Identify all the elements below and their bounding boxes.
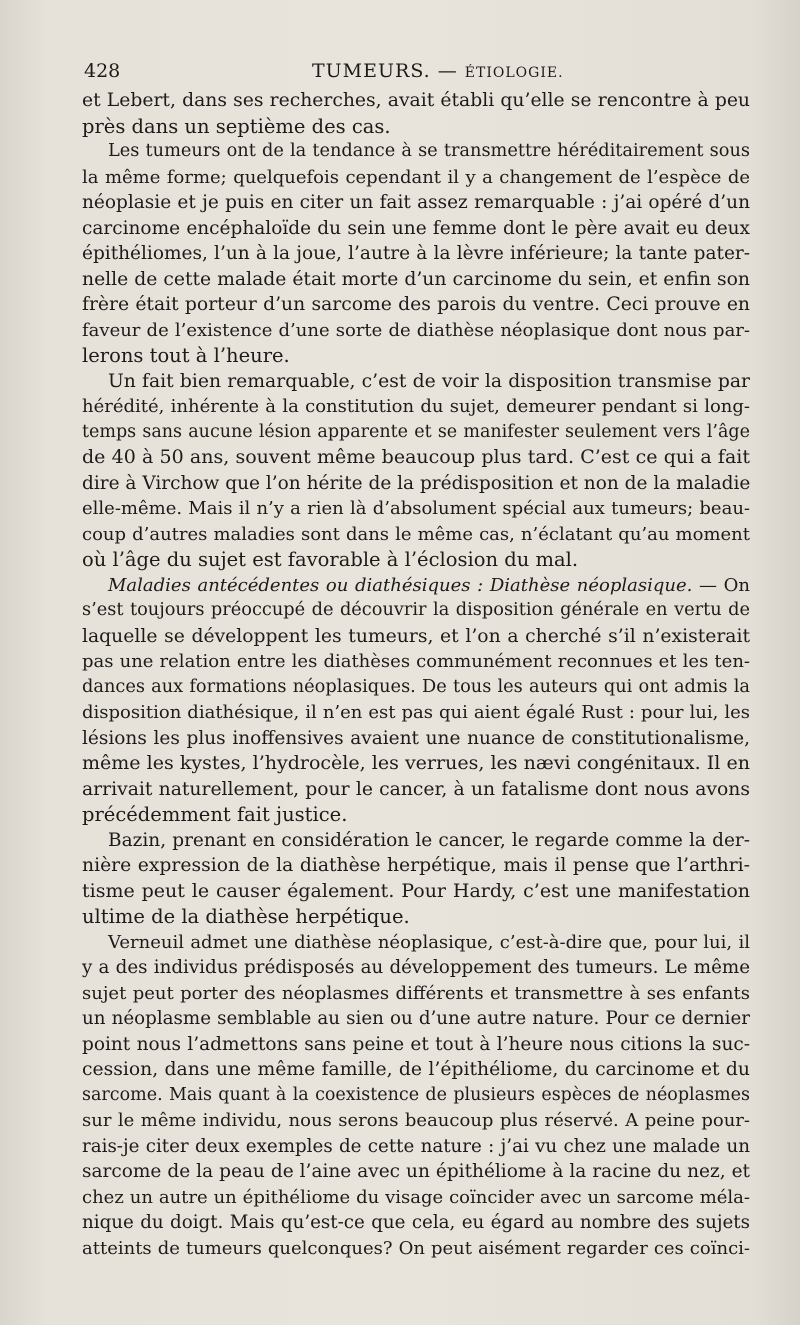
text-line: précédemment fait justice.: [82, 803, 348, 826]
text-line: même les kystes, l’hydrocèle, les verrues, les nævi congénitaux. Il en: [82, 752, 750, 774]
text-line: point nous l’admettons sans peine et tout à l’heure nous citions la suc-: [82, 1033, 750, 1055]
text-line: s’est toujours préoccupé de découvrir la disposition générale en vertu de: [82, 600, 750, 620]
text-line: ultime de la diathèse herpétique.: [82, 905, 410, 928]
text-line: nique du doigt. Mais qu’est-ce que cela, eu égard au nombre des sujets: [82, 1212, 750, 1233]
text-line: où l’âge du sujet est favorable à l’éclosion du mal.: [82, 548, 579, 571]
text-line: Les tumeurs ont de la tendance à se transmettre héréditairement sous: [108, 141, 750, 161]
running-title-section: ÉTIOLOGIE.: [464, 65, 564, 81]
page-number: 428: [84, 60, 121, 82]
text-line: rais-je citer deux exemples de cette nature : j’ai vu chez une malade un: [82, 1135, 750, 1157]
text-line: y a des individus prédisposés au développement des tumeurs. Le même: [82, 957, 750, 978]
text-line: Bazin, prenant en considération le cancer, le regarde comme la der-: [108, 829, 750, 851]
running-title: [312, 56, 564, 88]
text-line: hérédité, inhérente à la constitution du sujet, demeurer pendant si long-: [82, 396, 750, 417]
text-line: dances aux formations néoplasiques. De tous les auteurs qui ont admis la: [82, 676, 750, 697]
text-line: sujet peut porter des néoplasmes différents et transmettre à ses enfants: [82, 982, 750, 1004]
text-line: frère était porteur d’un sarcome des parois du ventre. Ceci prouve en: [82, 294, 750, 315]
text-line: [82, 573, 750, 599]
text-line: carcinome encéphaloïde du sein une femme dont le père avait eu deux: [82, 217, 750, 239]
text-line: et Lebert, dans ses recherches, avait établi qu’elle se rencontre à peu: [82, 90, 750, 111]
text-line: tisme peut le causer également. Pour Hardy, c’est une manifestation: [82, 879, 750, 902]
text-line: chez un autre un épithéliome du visage coïncider avec un sarcome méla-: [82, 1186, 750, 1208]
text-line: laquelle se développent les tumeurs, et l’on a cherché s’il n’existerait: [82, 625, 750, 647]
text-line: Un fait bien remarquable, c’est de voir la disposition transmise par: [108, 370, 750, 392]
text-line: la même forme; quelquefois cependant il y a changement de l’espèce de: [82, 166, 750, 188]
text-line: temps sans aucune lésion apparente et se manifester seulement vers l’âge: [82, 421, 750, 442]
text-line: sarcome de la peau de l’aine avec un épithéliome à la racine du nez, et: [82, 1161, 750, 1182]
text-line: nelle de cette malade était morte d’un carcinome du sein, et enfin son: [82, 268, 750, 290]
text-line: lésions les plus inoffensives avaient une nuance de constitutionalisme,: [82, 727, 750, 749]
text-line: sur le même individu, nous serons beaucoup plus réservé. A peine pour-: [82, 1110, 750, 1131]
text-line: dire à Virchow que l’on hérite de la prédisposition et non de la maladie: [82, 472, 751, 494]
section-heading-dash: — On: [698, 574, 750, 596]
text-line: sarcome. Mais quant à la coexistence de plusieurs espèces de néoplasmes: [82, 1084, 750, 1105]
text-line: lerons tout à l’heure.: [82, 344, 290, 367]
text-line: nière expression de la diathèse herpétique, mais il pense que l’arthri-: [82, 855, 750, 876]
text-line: épithéliomes, l’un à la joue, l’autre à la lèvre inférieure; la tante pater-: [82, 243, 750, 264]
text-line: faveur de l’existence d’une sorte de diathèse néoplasique dont nous par-: [82, 319, 750, 341]
body-text: [82, 88, 750, 1261]
section-heading: Maladies antécédentes ou diathésiques : Diathèse néoplasique.: [108, 574, 693, 596]
running-title-main: TUMEURS. —: [312, 60, 458, 82]
text-line: néoplasie et je puis en citer un fait assez remarquable : j’ai opéré d’un: [82, 192, 750, 213]
page-header: [82, 56, 750, 86]
text-line: de 40 à 50 ans, souvent même beaucoup plus tard. C’est ce qui a fait: [82, 446, 750, 468]
text-line: près dans un septième des cas.: [82, 114, 391, 138]
text-line: cession, dans une même famille, de l’épithéliome, du carcinome et du: [82, 1059, 750, 1080]
text-line: arrivait naturellement, pour le cancer, à un fatalisme dont nous avons: [82, 778, 750, 800]
text-line: elle-même. Mais il n’y a rien là d’absolument spécial aux tumeurs; beau-: [82, 498, 750, 519]
text-line: coup d’autres maladies sont dans le même cas, n’éclatant qu’au moment: [82, 523, 750, 545]
text-line: pas une relation entre les diathèses communément reconnues et les ten-: [82, 651, 750, 672]
text-line: atteints de tumeurs quelconques? On peut aisément regarder ces coïnci-: [82, 1237, 750, 1259]
text-line: Verneuil admet une diathèse néoplasique, c’est-à-dire que, pour lui, il: [108, 931, 750, 953]
text-line: un néoplasme semblable au sien ou d’une autre nature. Pour ce dernier: [82, 1008, 750, 1029]
text-line: disposition diathésique, il n’en est pas qui aient égalé Rust : pour lui, les: [82, 702, 750, 723]
